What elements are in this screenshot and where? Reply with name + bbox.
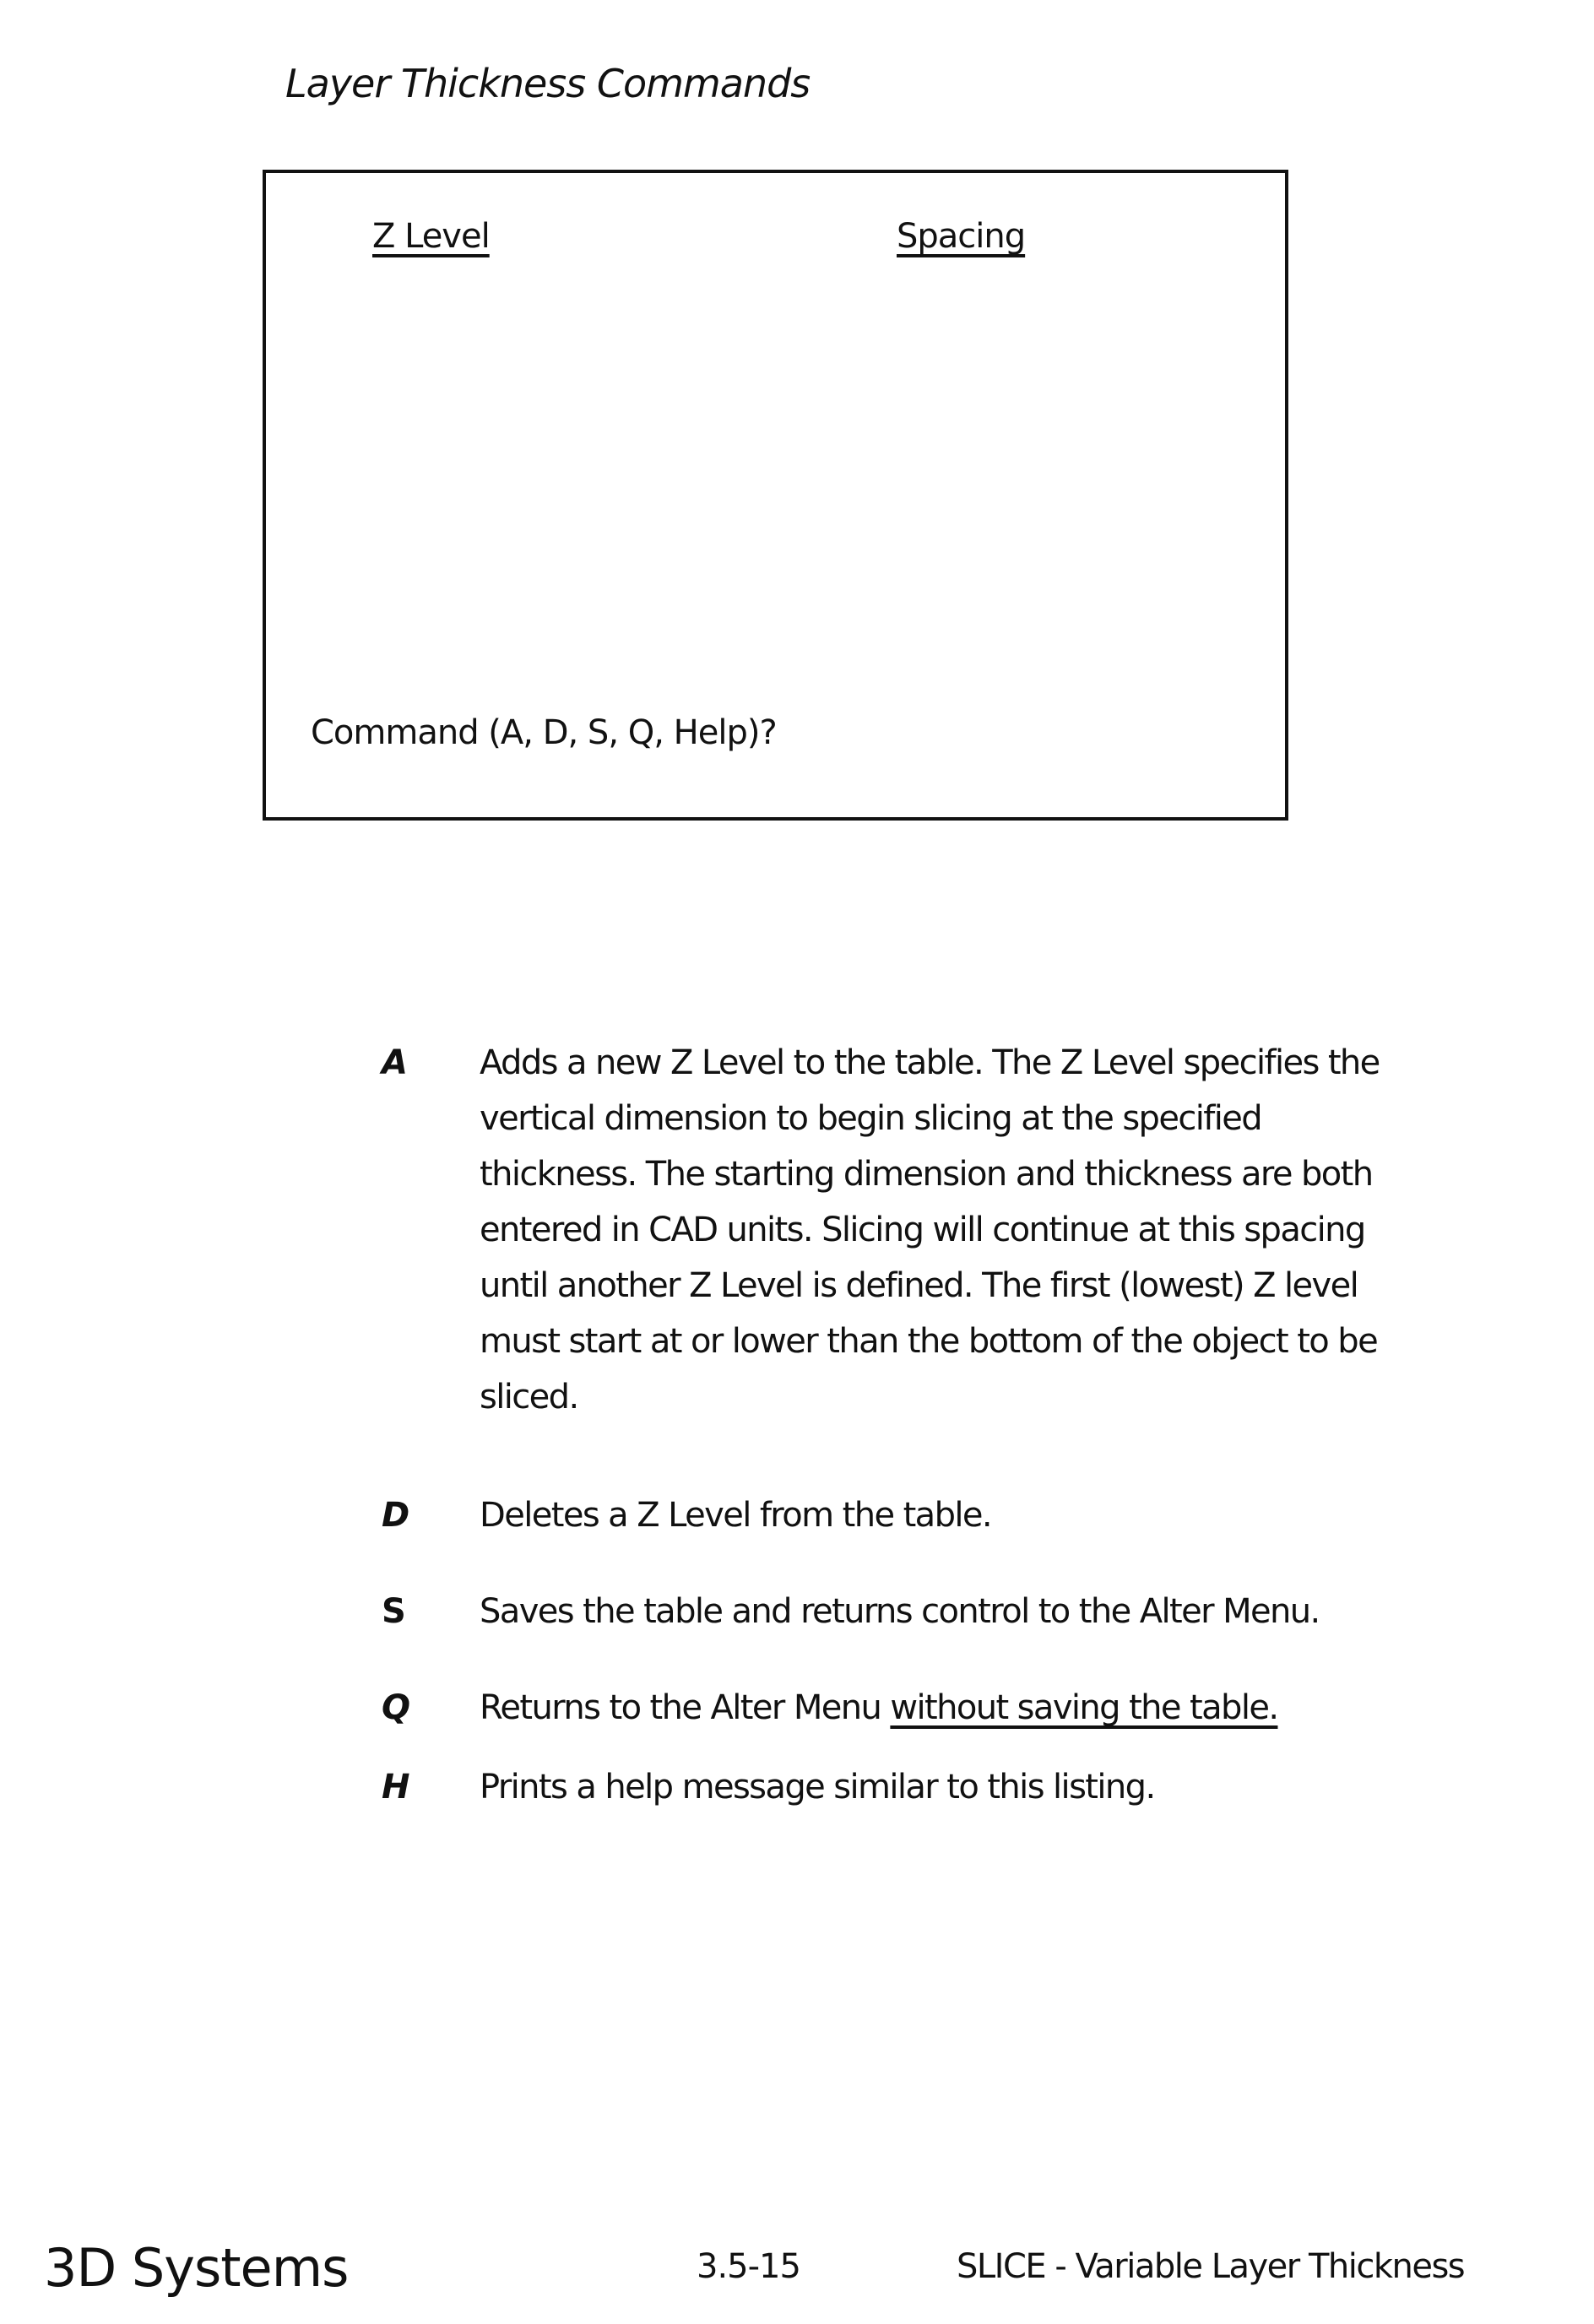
command-h-description: Prints a help message similar to this listing. <box>480 1768 1155 1807</box>
command-key-h: H <box>382 1768 409 1807</box>
command-a-line: must start at or lower than the bottom of the object to be <box>480 1322 1377 1361</box>
command-a-line: vertical dimension to begin slicing at the specified <box>480 1099 1261 1138</box>
footer-page-number: 3.5-15 <box>697 2247 800 2286</box>
column-header-z-level: Z Level <box>372 217 490 256</box>
command-a-line: until another Z Level is defined. The first (lowest) Z level <box>480 1266 1358 1305</box>
command-a-line: entered in CAD units. Slicing will continue at this spacing <box>480 1211 1365 1249</box>
command-a-line: thickness. The starting dimension and thickness are both <box>480 1155 1372 1194</box>
command-q-description <box>480 1688 1277 1727</box>
command-key-a: A <box>382 1043 408 1082</box>
column-header-spacing: Spacing <box>897 217 1025 256</box>
command-a-line: sliced. <box>480 1378 578 1417</box>
footer-company: 3D Systems <box>44 2237 348 2299</box>
command-key-q: Q <box>382 1688 410 1727</box>
command-q-text: Returns to the Alter Menu <box>480 1688 890 1727</box>
command-key-s: S <box>382 1592 406 1631</box>
command-d-description: Deletes a Z Level from the table. <box>480 1496 991 1535</box>
command-key-d: D <box>382 1496 409 1535</box>
command-s-description: Saves the table and returns control to the Alter Menu. <box>480 1592 1320 1631</box>
command-a-line: Adds a new Z Level to the table. The Z Level specifies the <box>480 1043 1380 1082</box>
command-prompt: Command (A, D, S, Q, Help)? <box>311 713 777 752</box>
command-q-underlined-text: without saving the table. <box>890 1688 1277 1727</box>
terminal-screen-box <box>263 170 1288 821</box>
footer-section: SLICE - Variable Layer Thickness <box>957 2247 1464 2286</box>
section-title: Layer Thickness Commands <box>285 61 810 106</box>
